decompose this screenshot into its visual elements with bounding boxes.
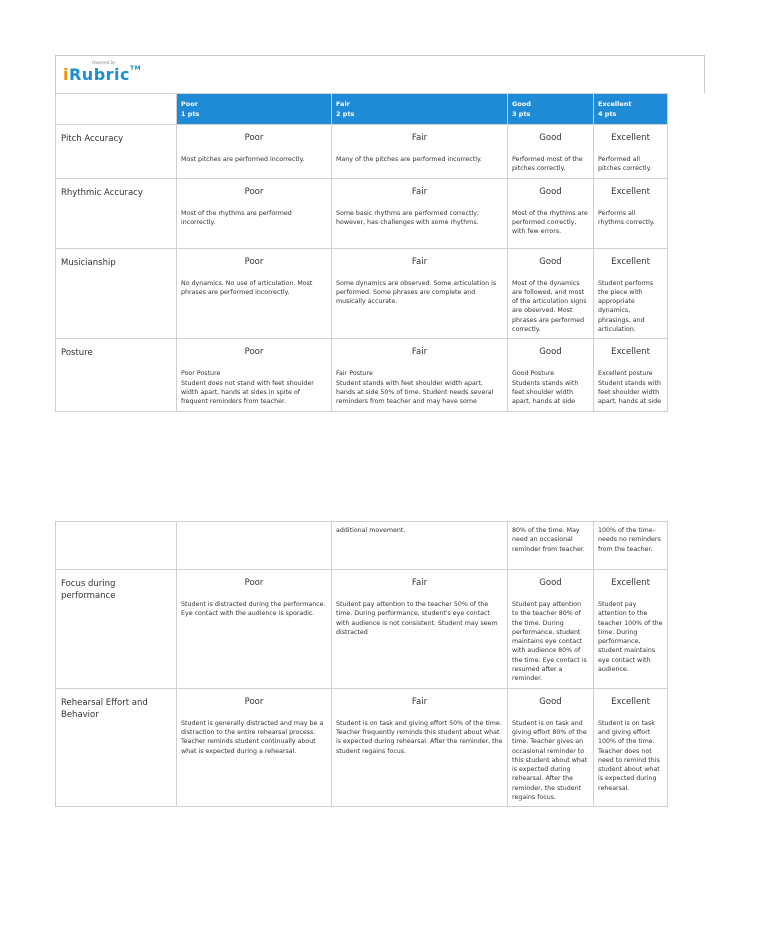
rubric-cell: 80% of the time. May need an occasional reminder from teacher. [508, 522, 594, 570]
header-excellent: Excellent 4 pts [594, 94, 668, 125]
header-fair: Fair 2 pts [332, 94, 508, 125]
criterion-label: Focus during performance [56, 570, 177, 689]
rubric-cell: Poor Most pitches are performed incorrectly. [177, 125, 332, 179]
criterion-label: Posture [56, 339, 177, 411]
rubric-cell: Good Student is on task and giving effort 80% of the time. Teacher gives an occasional reminder to this student about what is expected during rehearsal. After the reminder, the student regains focus. [508, 688, 594, 807]
rubric-cell: Fair Many of the pitches are performed incorrectly. [332, 125, 508, 179]
rubric-cell: Excellent Performs all rhythms correctly. [594, 178, 668, 248]
rubric-cell: Good Student pay attention to the teacher 80% of the time. During performance, student maintains eye contact with audience 80% of the time. Eye contact is resumed after a reminder. [508, 570, 594, 689]
rubric-cell [56, 522, 177, 570]
rubric-cell: Poor Student is distracted during the performance. Eye contact with the audience is sporadic. [177, 570, 332, 689]
rubric-cell: Fair Fair Posture Student stands with feet shoulder width apart, hands at side 50% of time. Student needs several reminders from teacher and may have some [332, 339, 508, 411]
rubric-cell: Good Good Posture Students stands with feet shoulder width apart, hands at side [508, 339, 594, 411]
logo-bar [55, 55, 705, 93]
rubric-cell [177, 522, 332, 570]
rubric-cell: Good Most of the rhythms are performed correctly, with few errors. [508, 178, 594, 248]
rubric-cell: Excellent Performed all pitches correctly. [594, 125, 668, 179]
irubric-logo: iRubric™ [63, 65, 142, 84]
rubric-cell: Fair Some dynamics are observed. Some articulation is performed. Some phrases are complete and musically accurate. [332, 248, 508, 339]
rubric-cell: Good Performed most of the pitches correctly. [508, 125, 594, 179]
criterion-label: Rhythmic Accuracy [56, 178, 177, 248]
header-good: Good 3 pts [508, 94, 594, 125]
powered-by-text: Powered by [92, 60, 116, 65]
rubric-cell: Good Most of the dynamics are followed, and most of the articulation signs are observed. Most phrases are performed correctly. [508, 248, 594, 339]
rubric-row-rhythmic-accuracy [56, 178, 668, 248]
criterion-label: Pitch Accuracy [56, 125, 177, 179]
rubric-header-row [56, 94, 668, 125]
rubric-cell: Excellent Student is on task and giving effort 100% of the time. Teacher does not need to remind this student about what is expected during rehearsal. [594, 688, 668, 807]
rubric-row-rehearsal-effort [56, 688, 668, 807]
rubric-row-pitch-accuracy [56, 125, 668, 179]
header-poor: Poor 1 pts [177, 94, 332, 125]
rubric-cell: Poor Student is generally distracted and may be a distraction to the entire rehearsal process. Teacher reminds student continually about what is expected during a rehearsal. [177, 688, 332, 807]
header-blank-cell [56, 94, 177, 125]
rubric-row-posture [56, 339, 668, 411]
rubric-table-page2 [55, 521, 668, 807]
rubric-cell: additional movement. [332, 522, 508, 570]
rubric-cell: Fair Student is on task and giving effort 50% of the time. Teacher frequently reminds this student about what is expected during rehearsal. After the reminder, the student regains focus. [332, 688, 508, 807]
rubric-cell: 100% of the time–needs no reminders from the teacher. [594, 522, 668, 570]
rubric-cell: Excellent Student pay attention to the teacher 100% of the time. During performance, student maintains eye contact with audience. [594, 570, 668, 689]
rubric-cell: Excellent Excellent posture Student stands with feet shoulder width apart, hands at side [594, 339, 668, 411]
rubric-cell: Poor Most of the rhythms are performed incorrectly. [177, 178, 332, 248]
rubric-row-posture-continued [56, 522, 668, 570]
criterion-label: Rehearsal Effort and Behavior [56, 688, 177, 807]
rubric-cell: Poor Poor Posture Student does not stand with feet shoulder width apart, hands at sides in spite of frequent reminders from teacher. [177, 339, 332, 411]
rubric-cell: Fair Student pay attention to the teacher 50% of the time. During performance, student's eye contact with audience is not consistent. Student may seem distracted [332, 570, 508, 689]
criterion-label: Musicianship [56, 248, 177, 339]
rubric-row-musicianship [56, 248, 668, 339]
rubric-cell: Excellent Student performs the piece with appropriate dynamics, phrasings, and articulation. [594, 248, 668, 339]
rubric-cell: Fair Some basic rhythms are performed correctly; however, has challenges with some rhythms. [332, 178, 508, 248]
rubric-row-focus-during-performance [56, 570, 668, 689]
rubric-table-page1 [55, 93, 668, 412]
rubric-cell: Poor No dynamics. No use of articulation. Most phrases are performed incorrectly. [177, 248, 332, 339]
